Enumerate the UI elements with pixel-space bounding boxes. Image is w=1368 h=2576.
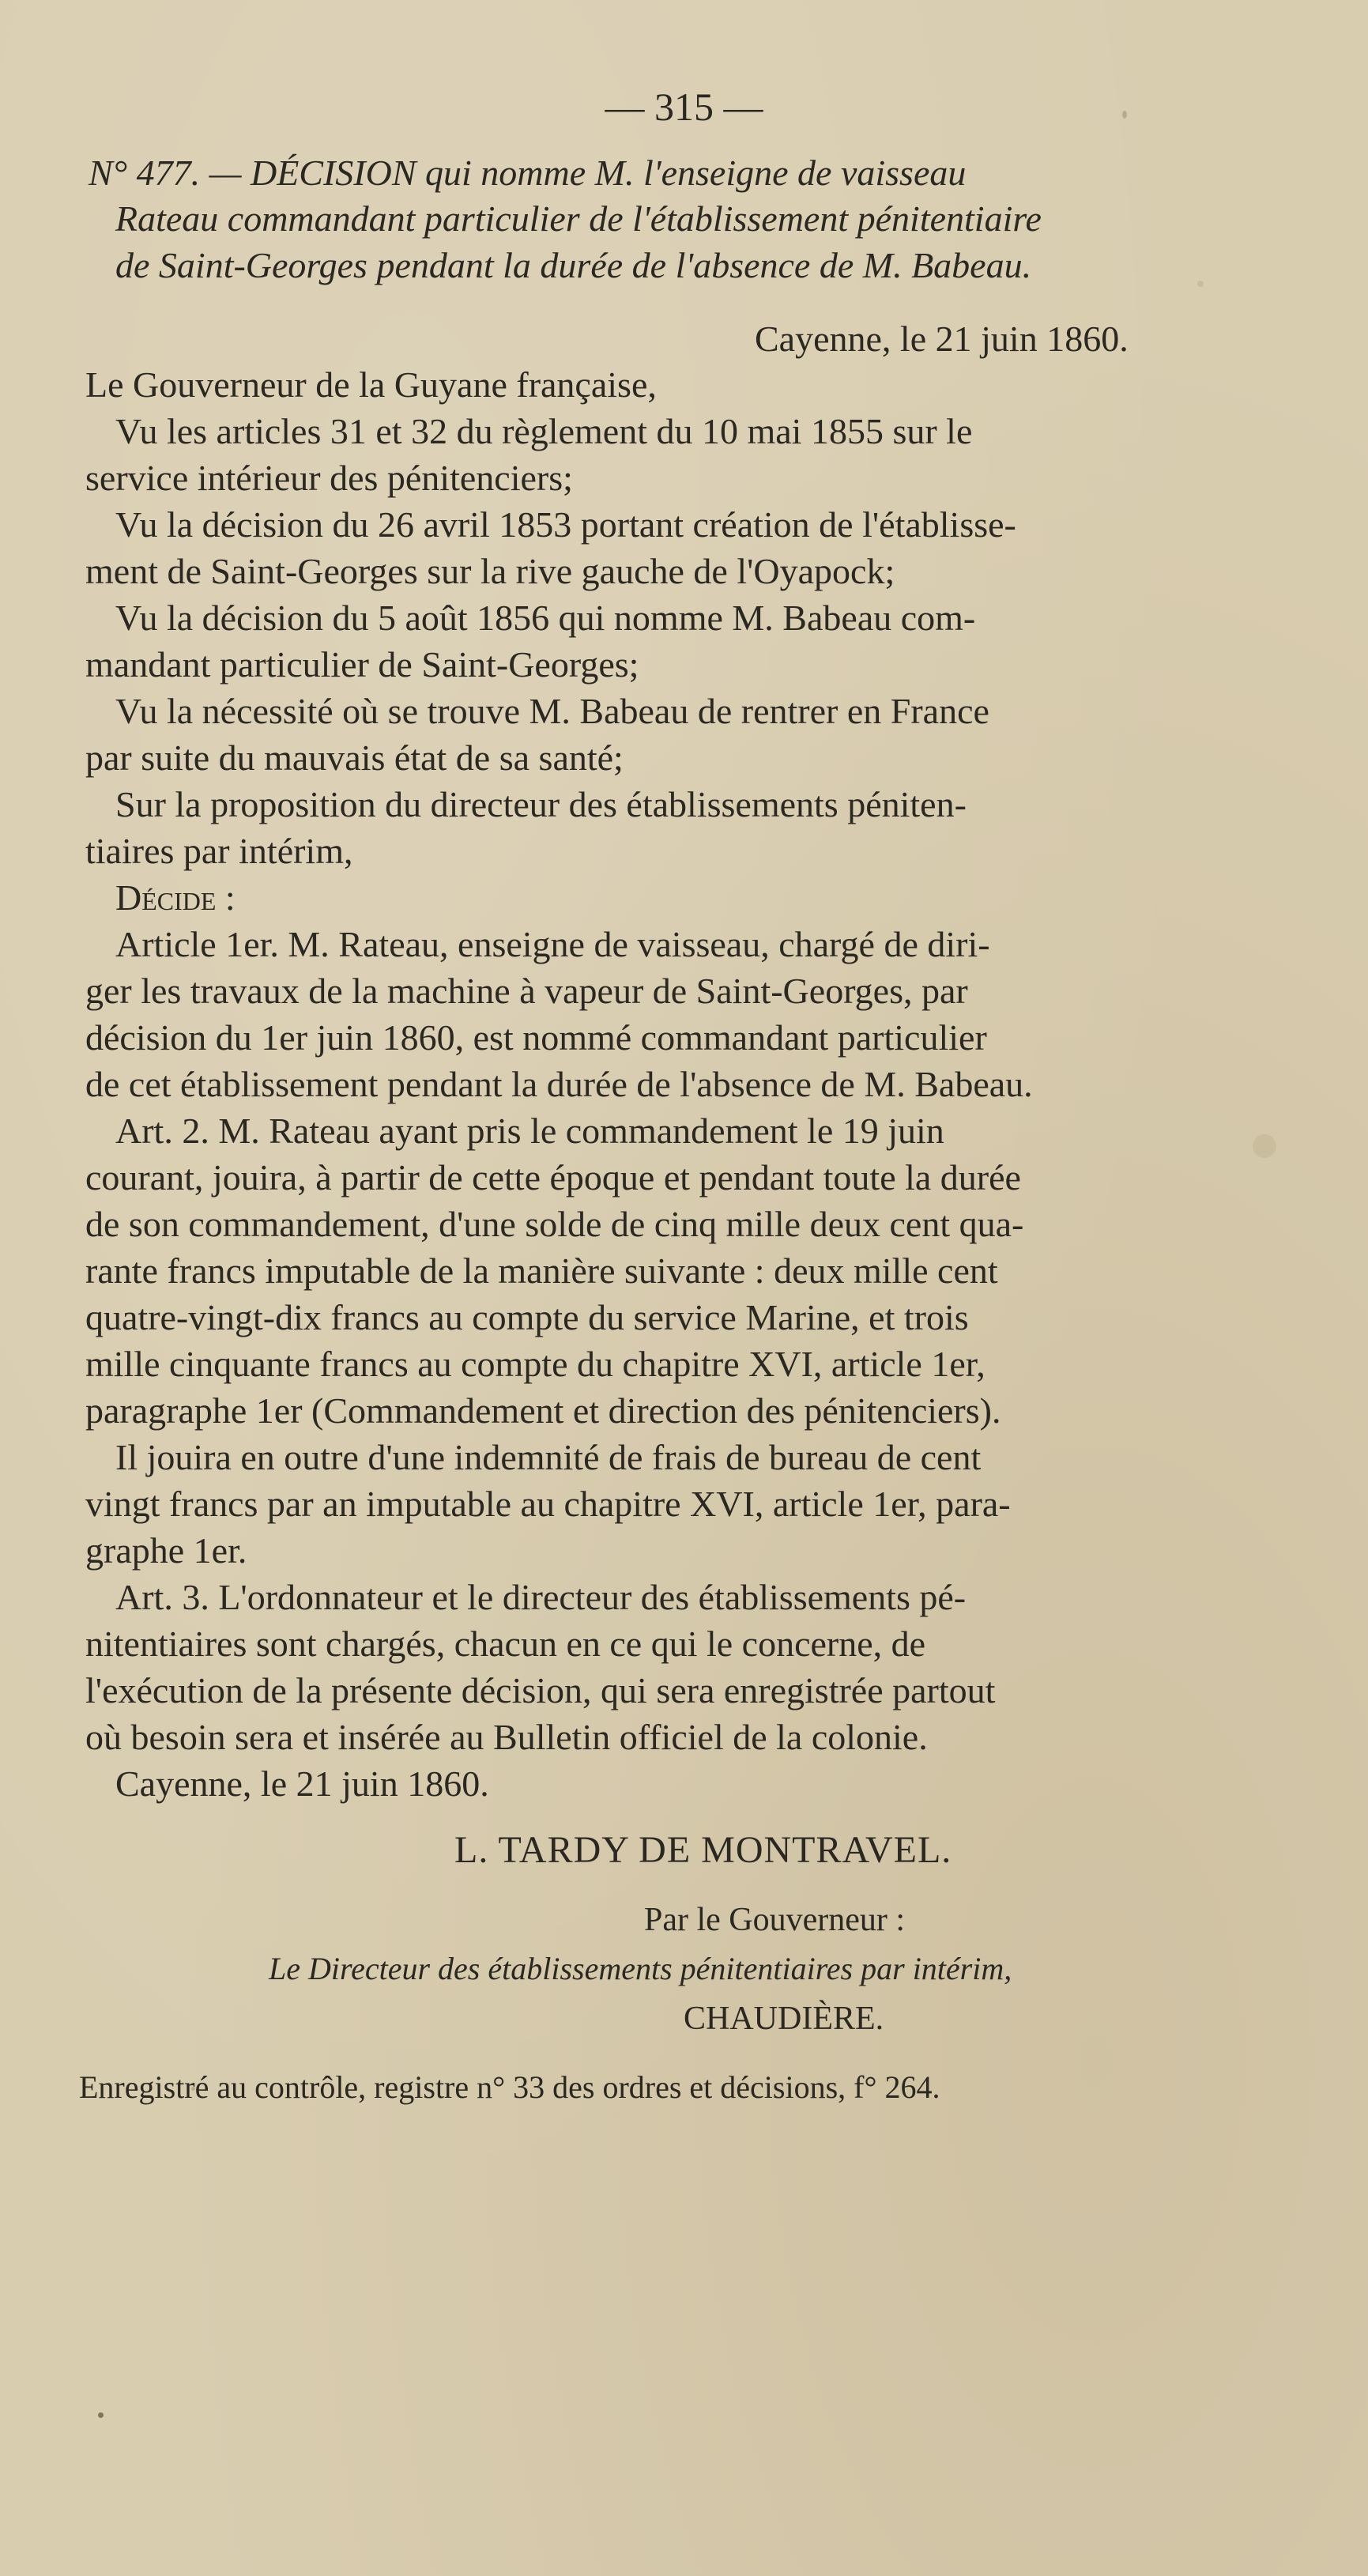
body-line-22: mille cinquante francs au compte du chapitre XVI, article 1er, (85, 1344, 985, 1384)
signature-by: Par le Gouverneur : (644, 1902, 906, 1938)
body-line-13: Article 1er. M. Rateau, enseigne de vaisseau, chargé de diri- (115, 924, 990, 964)
body-line-14: ger les travaux de la machine à vapeur de Saint-Georges, par (85, 971, 968, 1011)
body-line-12: Décide : (115, 877, 236, 918)
paper-speck (1197, 281, 1204, 287)
body-line-25: vingt francs par an imputable au chapitre XVI, article 1er, para- (85, 1484, 1011, 1524)
body-line-24: Il jouira en outre d'une indemnité de frais de bureau de cent (115, 1437, 982, 1477)
body-line-6: Vu la décision du 5 août 1856 qui nomme M. Babeau com- (115, 598, 976, 638)
body-line-17: Art. 2. M. Rateau ayant pris le commandement le 19 juin (115, 1111, 944, 1151)
body-line-4: Vu la décision du 26 avril 1853 portant création de l'établisse- (115, 504, 1016, 545)
paper-speck (98, 2412, 104, 2418)
heading-line-2: Rateau commandant particulier de l'établissement pénitentiaire (115, 198, 1042, 239)
body-line-3: service intérieur des pénitenciers; (85, 458, 573, 498)
body-line-9: par suite du mauvais état de sa santé; (85, 737, 624, 778)
body-line-2: Vu les articles 31 et 32 du règlement du 10 mai 1855 sur le (115, 411, 973, 451)
body-line-7: mandant particulier de Saint-Georges; (85, 644, 639, 685)
paper-speck (191, 2087, 195, 2091)
body-line-27: Art. 3. L'ordonnateur et le directeur des établissements pé- (115, 1577, 967, 1617)
body-line-21: quatre-vingt-dix francs au compte du service Marine, et trois (85, 1297, 969, 1337)
signature-role-name: CHAUDIÈRE. (684, 2001, 884, 2037)
body-line-23: paragraphe 1er (Commandement et direction des pénitenciers). (85, 1390, 1001, 1431)
body-line-19: de son commandement, d'une solde de cinq mille deux cent qua- (85, 1204, 1024, 1244)
heading-line-1: N° 477. — DÉCISION qui nomme M. l'enseigne de vaisseau (89, 153, 967, 193)
body-line-5: ment de Saint-Georges sur la rive gauche de l'Oyapock; (85, 551, 895, 591)
body-line-15: décision du 1er juin 1860, est nommé commandant particulier (85, 1017, 987, 1058)
page-number: — 315 — (605, 85, 763, 129)
dateline: Cayenne, le 21 juin 1860. (755, 319, 1129, 359)
body-line-11: tiaires par intérim, (85, 831, 353, 871)
body-line-8: Vu la nécessité où se trouve M. Babeau de rentrer en France (115, 691, 989, 731)
signature-name: L. TARDY DE MONTRAVEL. (454, 1829, 952, 1871)
body-line-18: courant, jouira, à partir de cette époque et pendant toute la durée (85, 1157, 1021, 1197)
body-line-16: de cet établissement pendant la durée de l'absence de M. Babeau. (85, 1064, 1033, 1104)
body-line-28: nitentiaires sont chargés, chacun en ce qui le concerne, de (85, 1624, 926, 1664)
body-line-29: l'exécution de la présente décision, qui sera enregistrée partout (85, 1670, 996, 1710)
registration-note: Enregistré au contrôle, registre n° 33 des ordres et décisions, f° 264. (79, 2069, 940, 2105)
body-line-31: Cayenne, le 21 juin 1860. (115, 1763, 489, 1804)
body-line-20: rante francs imputable de la manière suivante : deux mille cent (85, 1250, 998, 1291)
body-line-1: Le Gouverneur de la Guyane française, (85, 364, 657, 405)
body-line-30: où besoin sera et insérée au Bulletin officiel de la colonie. (85, 1717, 928, 1757)
signature-role: Le Directeur des établissements pénitentiaires par intérim, (269, 1951, 1012, 1986)
body-line-26: graphe 1er. (85, 1530, 247, 1571)
heading-line-3: de Saint-Georges pendant la durée de l'absence de M. Babeau. (115, 245, 1032, 285)
paper-speck (1253, 1134, 1276, 1158)
body-line-10: Sur la proposition du directeur des établissements péniten- (115, 784, 967, 824)
paper-speck (1122, 111, 1127, 119)
